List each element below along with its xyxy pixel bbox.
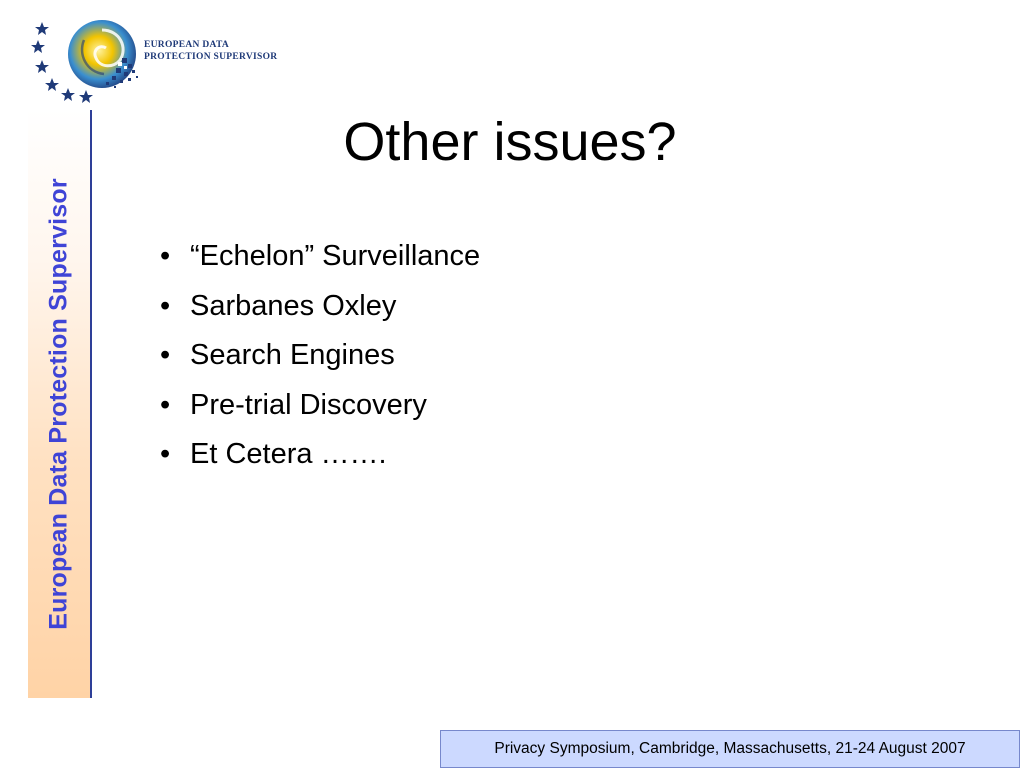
bullet-text: Et Cetera ……. bbox=[190, 438, 387, 470]
bullet-dot: • bbox=[160, 240, 171, 272]
bullet-dot: • bbox=[160, 289, 171, 322]
bullet-item bbox=[160, 331, 480, 381]
bullet-text: Sarbanes Oxley bbox=[190, 289, 397, 322]
bullet-item bbox=[160, 282, 480, 332]
side-band-text: European Data Protection Supervisor bbox=[44, 178, 73, 630]
logo-line-1: EUROPEAN DATA bbox=[144, 40, 230, 50]
bullet-dot: • bbox=[160, 339, 171, 371]
bullet-dot: • bbox=[160, 388, 171, 421]
bullet-dot: • bbox=[160, 438, 171, 470]
bullet-item bbox=[160, 381, 480, 431]
logo-text bbox=[144, 40, 277, 63]
footer-banner bbox=[440, 730, 1020, 768]
bullet-list bbox=[160, 232, 480, 480]
edps-logo bbox=[28, 10, 278, 105]
footer-text: Privacy Symposium, Cambridge, Massachusetts, 21-24 August 2007 bbox=[494, 740, 966, 757]
bullet-item bbox=[160, 430, 480, 480]
logo-line-2: PROTECTION SUPERVISOR bbox=[144, 51, 278, 62]
bullet-text: Pre-trial Discovery bbox=[190, 388, 427, 421]
bullet-text: Search Engines bbox=[190, 339, 395, 371]
slide-title: Other issues? bbox=[343, 112, 677, 172]
bullet-text: “Echelon” Surveillance bbox=[190, 240, 481, 272]
side-band bbox=[28, 110, 92, 698]
bullet-item bbox=[160, 232, 480, 282]
